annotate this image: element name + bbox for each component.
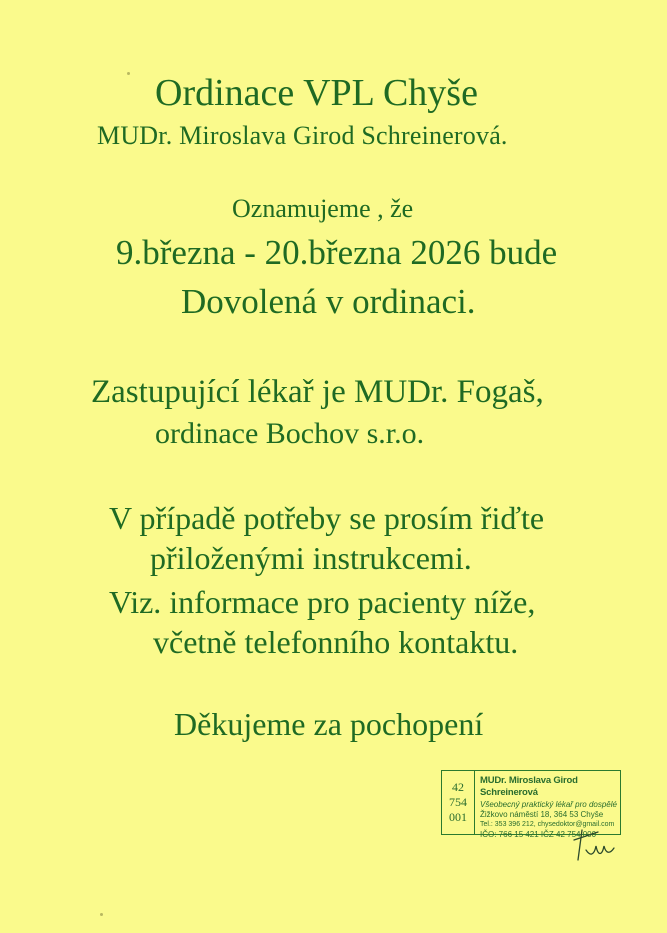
instructions-line-2: přiloženými instrukcemi. bbox=[150, 540, 472, 576]
instructions-line-4: včetně telefonního kontaktu. bbox=[153, 624, 519, 660]
paper-speck bbox=[127, 72, 130, 75]
stamp-number bbox=[442, 771, 475, 834]
stamp-address: Žižkovo náměstí 18, 364 53 Chyše bbox=[480, 810, 604, 820]
substitute-doctor: Zastupující lékař je MUDr. Fogaš, bbox=[91, 374, 544, 410]
instructions-line-1: V případě potřeby se prosím řiďte bbox=[109, 500, 545, 536]
stamp-number-line: 754 bbox=[449, 795, 467, 809]
notice-title: Ordinace VPL Chyše bbox=[155, 72, 478, 114]
stamp-role: Všeobecný praktický lékař pro dospělé bbox=[480, 799, 617, 809]
stamp-number-line: 42 bbox=[452, 780, 464, 794]
stamp-doctor-name: MUDr. Miroslava Girod Schreinerová bbox=[480, 775, 578, 799]
thanks-text: Děkujeme za pochopení bbox=[174, 706, 484, 742]
announcement-intro: Oznamujeme , že bbox=[232, 194, 414, 223]
vacation-text: Dovolená v ordinaci. bbox=[181, 282, 476, 321]
stamp-number-line: 001 bbox=[449, 810, 467, 824]
doctor-name: MUDr. Miroslava Girod Schreinerová. bbox=[97, 121, 508, 150]
vacation-dates: 9.března - 20.března 2026 bude bbox=[116, 233, 558, 272]
substitute-clinic: ordinace Bochov s.r.o. bbox=[155, 417, 425, 450]
stamp-contact: Tel.: 353 396 212, chysedoktor@gmail.com bbox=[480, 821, 615, 829]
signature-icon bbox=[568, 810, 618, 865]
stamp-ids: IČO: 766 15 421 IČZ 42 754 000 bbox=[480, 829, 597, 839]
paper-speck bbox=[100, 913, 103, 916]
instructions-line-3: Viz. informace pro pacienty níže, bbox=[109, 584, 536, 620]
